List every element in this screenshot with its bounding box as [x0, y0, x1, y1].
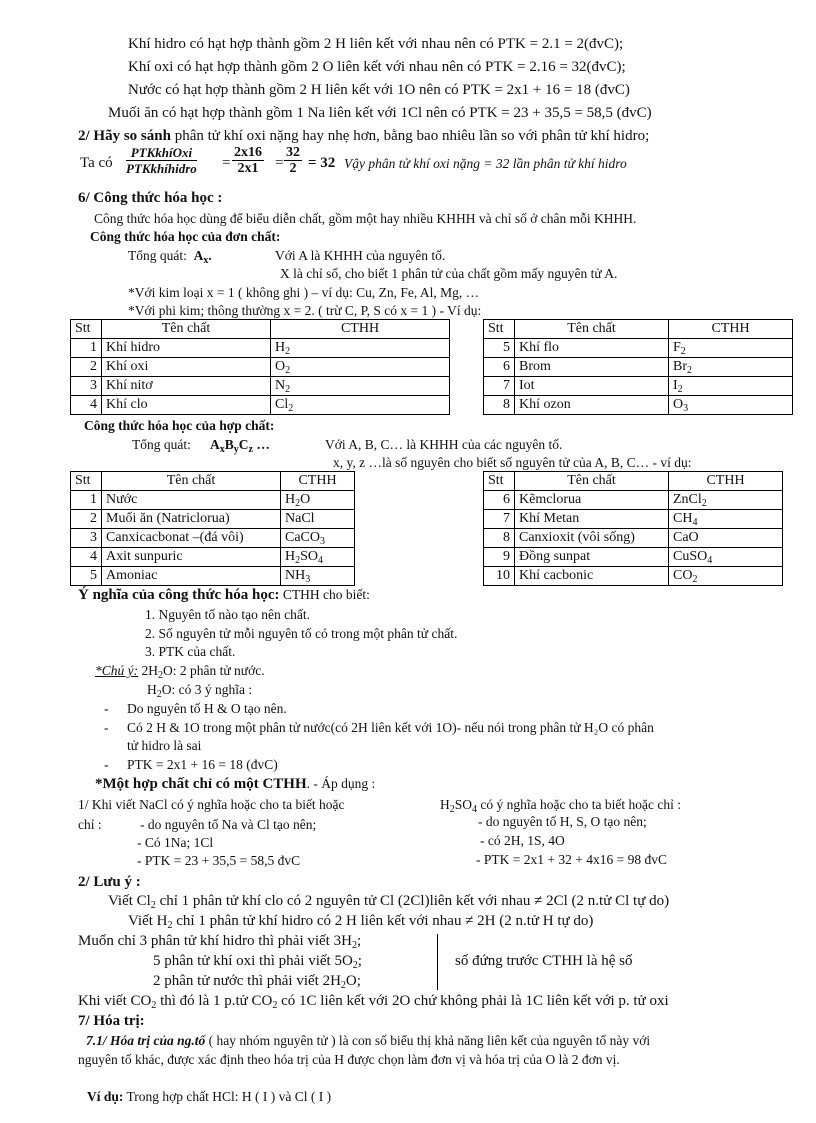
cell-stt: 10 [484, 567, 515, 586]
cell-stt: 3 [71, 377, 102, 396]
simple-general-label: Tổng quát: [128, 248, 187, 263]
formula-symbol: C [238, 437, 249, 452]
table-row [71, 396, 450, 415]
h2so4-item-3: - PTK = 2x1 + 32 + 4x16 = 98 đvC [476, 852, 667, 867]
cell-stt: 8 [484, 529, 515, 548]
h2o-meaning: $H_2O$: có 3 ý nghĩa : [147, 682, 253, 700]
cell-formula [669, 510, 783, 529]
table-row [484, 358, 793, 377]
table-row [71, 358, 450, 377]
cell-formula [271, 377, 450, 396]
apply-line-left: 1/ Khi viết NaCl có ý nghĩa hoặc cho ta biết hoặc [78, 797, 345, 812]
cell-formula [281, 567, 355, 586]
formula-subscript: 2 [687, 365, 692, 376]
fraction-value-den: 2 [289, 161, 297, 176]
cell-name: Canxioxit (vôi sống) [515, 529, 669, 548]
table-row [71, 491, 355, 510]
bullet-2-cont: tử hidro là sai [127, 738, 202, 753]
cell-formula [669, 396, 793, 415]
q2-line [78, 127, 649, 145]
formula-subscript: 2 [285, 346, 291, 357]
col-header-cthh: CTHH [271, 320, 450, 339]
compound-table-left [70, 471, 355, 586]
col-header-cthh: CTHH [669, 320, 793, 339]
table-header-row [484, 320, 793, 339]
table-body [484, 491, 783, 586]
cell-formula [669, 491, 783, 510]
note2-line-6: Khi viết $CO_2$ thì đó là 1 p.tử $CO_2$ có 1C liên kết với 2O chứ không phải là 1C liên kết với p. tử oxi [78, 993, 669, 1011]
formula-symbol: CaCO [285, 530, 320, 545]
table-row [484, 510, 783, 529]
col-header-cthh: CTHH [669, 472, 783, 491]
formula-symbol: CO [673, 568, 693, 583]
formula-symbol: CaO [673, 530, 699, 545]
formula-symbol: A [210, 437, 220, 452]
nonmetal-note: *Với phi kim; thông thường x = 2. ( trừ C, P, S có x = 1 ) - Ví dụ: [128, 303, 482, 318]
meaning-title-rest: CTHH cho biết: [279, 587, 370, 602]
cell-formula [669, 339, 793, 358]
table-row [484, 529, 783, 548]
formula-subscript: 4 [318, 555, 324, 566]
q2-conclusion: Vậy phân tử khí oxi nặng = 32 lần phân tử khí hidro [344, 156, 627, 171]
simple-general-desc-2: X là chỉ số, cho biết 1 phân tử của chất gồm mấy nguyên tử A. [280, 266, 618, 281]
formula-symbol: N [275, 378, 286, 393]
cell-name: Canxicacbonat –(đá vôi) [102, 529, 281, 548]
intro-line-2: Khí oxi có hạt hợp thành gồm 2 O liên kết với nhau nên có PTK = 2.16 = 32(đvC); [128, 59, 626, 75]
formula-subscript: 3 [683, 403, 689, 414]
formula-symbol: NH [285, 568, 306, 583]
meaning-item-3: 3. PTK của chất. [145, 644, 236, 659]
col-header-stt: Stt [484, 472, 515, 491]
formula-symbol: H [275, 340, 286, 355]
note2-title: 2/ Lưu ý : [78, 874, 141, 890]
compound-general-formula [210, 436, 270, 454]
section-6-title: 6/ Công thức hóa học : [78, 190, 223, 206]
q2-text: phân tử khí oxi nặng hay nhẹ hơn, bằng bao nhiêu lần so với phân tử khí hidro; [170, 128, 650, 144]
simple-table-right [483, 319, 793, 415]
col-header-name: Tên chất [515, 472, 669, 491]
table-row [71, 339, 450, 358]
formula-symbol: NaCl [285, 511, 315, 526]
example-label: Ví dụ: [87, 1089, 124, 1104]
formula-symbol: O [673, 397, 684, 412]
cell-name: Kẽmclorua [515, 491, 669, 510]
fraction-mass-num: 2x16 [234, 145, 262, 160]
metal-note: *Với kim loại x = 1 ( không ghi ) – ví dụ: Cu, Zn, Fe, Al, Mg, … [128, 285, 480, 300]
note-line: *Chú ý: $2H_2O$: 2 phân tử nước. [95, 663, 265, 681]
cell-name: Khí Metan [515, 510, 669, 529]
cell-name: Amoniac [102, 567, 281, 586]
note2-line-2: Viết $H_2$ chỉ 1 phân tử khí hidro có 2 H liên kết với nhau ≠ 2H (2 n.tử H tự do) [128, 913, 594, 931]
table-body [71, 491, 355, 586]
h2so4-item-1: - do nguyên tố H, S, O tạo nên; [478, 814, 647, 829]
one-formula-rest: . - Áp dụng : [306, 776, 376, 791]
cell-stt: 7 [484, 377, 515, 396]
cell-formula [271, 358, 450, 377]
q2-taco: Ta có [80, 155, 113, 171]
nacl-item-1: - do nguyên tố Na và Cl tạo nên; [140, 817, 317, 832]
meaning-item-2: 2. Số nguyên tử mỗi nguyên tố có trong một phân tử chất. [145, 626, 458, 641]
formula-subscript: 3 [320, 536, 325, 547]
cell-name: Brom [515, 358, 669, 377]
simple-general-desc-1: Với A là KHHH của nguyên tố. [275, 248, 446, 263]
cell-stt: 6 [484, 491, 515, 510]
table-body [71, 339, 450, 415]
formula-subscript: 4 [692, 517, 698, 528]
table-header-row [71, 472, 355, 491]
formula-symbol: CuSO [673, 549, 708, 564]
col-header-name: Tên chất [102, 472, 281, 491]
section-6-desc: Công thức hóa học dùng để biểu diễn chất, gồm một hay nhiều KHHH và chỉ số ở chân mỗi KHHH. [94, 211, 637, 226]
eq-sign-2: = [275, 155, 284, 171]
note-label: *Chú ý: [95, 663, 139, 678]
coefficient-divider [437, 934, 438, 990]
table-row [484, 396, 793, 415]
cell-stt: 2 [71, 358, 102, 377]
note2-line-1: Viết $Cl_2$ chỉ 1 phân tử khí clo có 2 nguyên tử Cl (2Cl)liên kết với nhau ≠ 2Cl (2 n.tử Cl tự do) [108, 893, 670, 911]
cell-stt: 2 [71, 510, 102, 529]
formula-subscript: 2 [285, 365, 291, 376]
table-row [484, 548, 783, 567]
compound-table-right [483, 471, 783, 586]
formula-subscript: 3 [305, 574, 311, 585]
fraction-mass-den: 2x1 [237, 161, 259, 176]
cell-formula [281, 548, 355, 567]
formula-symbol: F [673, 340, 681, 355]
intro-line-4: Muối ăn có hạt hợp thành gồm 1 Na liên kết với 1Cl nên có PTK = 23 + 35,5 = 58,5 (đvC) [108, 105, 652, 121]
formula-subscript: 2 [680, 346, 686, 357]
formula-subscript: 2 [295, 498, 301, 509]
cell-formula [271, 339, 450, 358]
cell-name: Khí ozon [515, 396, 669, 415]
fraction-value [284, 145, 302, 176]
note2-line-5: 2 phân tử nước thì phải viết $2H_2O$; [153, 973, 361, 991]
cell-formula [669, 358, 793, 377]
cell-stt: 3 [71, 529, 102, 548]
chi-label: chỉ : [78, 817, 102, 832]
coefficient-note: số đứng trước CTHH là hệ số [455, 953, 633, 969]
cell-formula [669, 548, 783, 567]
cell-name: Khí nitơ [102, 377, 271, 396]
cell-formula [669, 567, 783, 586]
simple-general-formula: $A_x$. [193, 248, 212, 266]
bullet-dash-1: - [104, 701, 109, 716]
cell-stt: 1 [71, 339, 102, 358]
formula-subscript: 2 [288, 403, 294, 414]
section-7-title: 7/ Hóa trị: [78, 1013, 145, 1029]
formula-symbol: CH [673, 511, 693, 526]
cell-name: Iot [515, 377, 669, 396]
bullet-dash-2: - [104, 720, 109, 735]
cell-stt: 5 [484, 339, 515, 358]
cell-name: Muối ăn (Natriclorua) [102, 510, 281, 529]
table-header-row [71, 320, 450, 339]
formula-subscript: y [233, 444, 239, 455]
col-header-name: Tên chất [515, 320, 669, 339]
compound-desc-2: x, y, z …là số nguyên cho biết số nguyên tử của A, B, C… - ví dụ: [333, 455, 692, 470]
fraction-result: = 32 [308, 155, 336, 171]
cell-name: Nước [102, 491, 281, 510]
formula-subscript: 4 [707, 555, 713, 566]
table-row [71, 548, 355, 567]
formula-symbol: SO [300, 549, 319, 564]
cell-name: Khí clo [102, 396, 271, 415]
cell-stt: 6 [484, 358, 515, 377]
intro-line-3: Nước có hạt hợp thành gồm 2 H liên kết với 1O nên có PTK = 2x1 + 16 = 18 (đvC) [128, 82, 630, 98]
formula-subscript: 2 [677, 384, 683, 395]
cell-name: Khí oxi [102, 358, 271, 377]
table-body [484, 339, 793, 415]
formula-symbol: I [673, 378, 678, 393]
table-row [484, 377, 793, 396]
cell-formula [669, 377, 793, 396]
formula-symbol: O [300, 492, 311, 507]
compound-title: Công thức hóa học của hợp chất: [84, 418, 275, 433]
table-row [71, 510, 355, 529]
cell-stt: 8 [484, 396, 515, 415]
cell-stt: 4 [71, 396, 102, 415]
note2-line-4: 5 phân tử khí oxi thì phải viết $5O_2$; [153, 953, 362, 971]
simple-formula-title: Công thức hóa học của đơn chất: [90, 229, 281, 244]
table-row [484, 339, 793, 358]
formula-symbol: Cl [275, 397, 289, 412]
meaning-title: Ý nghĩa của công thức hóa học: [78, 587, 280, 603]
one-formula-title: *Một hợp chất chỉ có một CTHH [95, 776, 307, 792]
q2-label: 2/ Hãy so sánh [78, 128, 171, 144]
valence-def-1: 7.1/ Hóa trị của ng.tố ( hay nhóm nguyên tử ) là con số biểu thị khả năng liên kết của nguyên tố này với [86, 1033, 651, 1048]
formula-symbol: B [224, 437, 234, 452]
bullet-2: Có 2 H & 1O trong một phân tử nước(có 2H liên kết với 1O)- nếu nói trong phân tử H₂O có phân [127, 720, 654, 735]
cell-name: Axit sunpuric [102, 548, 281, 567]
meaning-line [78, 586, 370, 604]
nacl-item-3: - PTK = 23 + 35,5 = 58,5 đvC [137, 853, 301, 868]
cell-formula [271, 396, 450, 415]
valence-def-2: nguyên tố khác, được xác định theo hóa trị của H được chọn làm đơn vị và hóa trị của O là 2 đơn vị. [78, 1052, 620, 1067]
compound-desc-1: Với A, B, C… là KHHH của các nguyên tố. [325, 437, 563, 452]
eq-sign-1: = [222, 155, 231, 171]
fraction-ptk [126, 145, 197, 176]
formula-symbol: Br [673, 359, 687, 374]
nacl-item-2: - Có 1Na; 1Cl [137, 835, 214, 850]
cell-stt: 5 [71, 567, 102, 586]
table-row [71, 529, 355, 548]
intro-line-1: Khí hidro có hạt hợp thành gồm 2 H liên kết với nhau nên có PTK = 2.1 = 2(đvC); [128, 36, 624, 52]
valence-subtitle: 7.1/ Hóa trị của ng.tố [86, 1033, 206, 1048]
cell-stt: 4 [71, 548, 102, 567]
col-header-cthh: CTHH [281, 472, 355, 491]
col-header-stt: Stt [484, 320, 515, 339]
h2so4-item-2: - có 2H, 1S, 4O [480, 833, 565, 848]
col-header-stt: Stt [71, 472, 102, 491]
formula-symbol: H [285, 549, 296, 564]
fraction-ptk-den: PTKkhíhidro [126, 161, 197, 176]
table-row [484, 567, 783, 586]
cell-formula [669, 529, 783, 548]
formula-subscript: x [219, 444, 225, 455]
cell-formula [281, 510, 355, 529]
formula-symbol: ZnCl [673, 492, 702, 507]
cell-formula [281, 491, 355, 510]
fraction-value-num: 32 [286, 145, 300, 160]
cell-name: Khí flo [515, 339, 669, 358]
formula-subscript: 2 [692, 574, 698, 585]
formula-symbol: … [252, 437, 270, 452]
simple-general [128, 247, 212, 265]
cell-stt: 1 [71, 491, 102, 510]
bullet-dash-3: - [104, 757, 109, 772]
note2-line-3: Muốn chỉ 3 phân tử khí hidro thì phải viết $3H_2$; [78, 933, 362, 951]
table-header-row [484, 472, 783, 491]
one-formula-line [95, 775, 375, 793]
cell-name: Đồng sunpat [515, 548, 669, 567]
meaning-item-1: 1. Nguyên tố nào tạo nên chất. [145, 607, 310, 622]
table-row [71, 377, 450, 396]
cell-stt: 7 [484, 510, 515, 529]
bullet-3: PTK = 2x1 + 16 = 18 (đvC) [127, 757, 278, 772]
fraction-mass [232, 145, 264, 176]
formula-symbol: H [285, 492, 296, 507]
valence-example: Ví dụ: Trong hợp chất HCl: H ( I ) và Cl ( I ) [87, 1089, 332, 1104]
cell-stt: 9 [484, 548, 515, 567]
apply-line-right: $H_2SO_4$ có ý nghĩa hoặc cho ta biết hoặc chỉ : [440, 797, 681, 815]
formula-symbol: O [275, 359, 286, 374]
formula-subscript: 2 [295, 555, 301, 566]
simple-table-left [70, 319, 450, 415]
bullet-1: Do nguyên tố H & O tạo nên. [127, 701, 287, 716]
fraction-ptk-num: PTKkhíOxi [126, 145, 197, 161]
table-row [71, 567, 355, 586]
table-row [484, 491, 783, 510]
compound-general-label: Tổng quát: [132, 437, 191, 452]
col-header-stt: Stt [71, 320, 102, 339]
formula-subscript: 2 [285, 384, 291, 395]
cell-name: Khí hidro [102, 339, 271, 358]
cell-formula [281, 529, 355, 548]
formula-subscript: z [248, 444, 253, 455]
col-header-name: Tên chất [102, 320, 271, 339]
formula-subscript: 2 [701, 498, 707, 509]
cell-name: Khí cacbonic [515, 567, 669, 586]
